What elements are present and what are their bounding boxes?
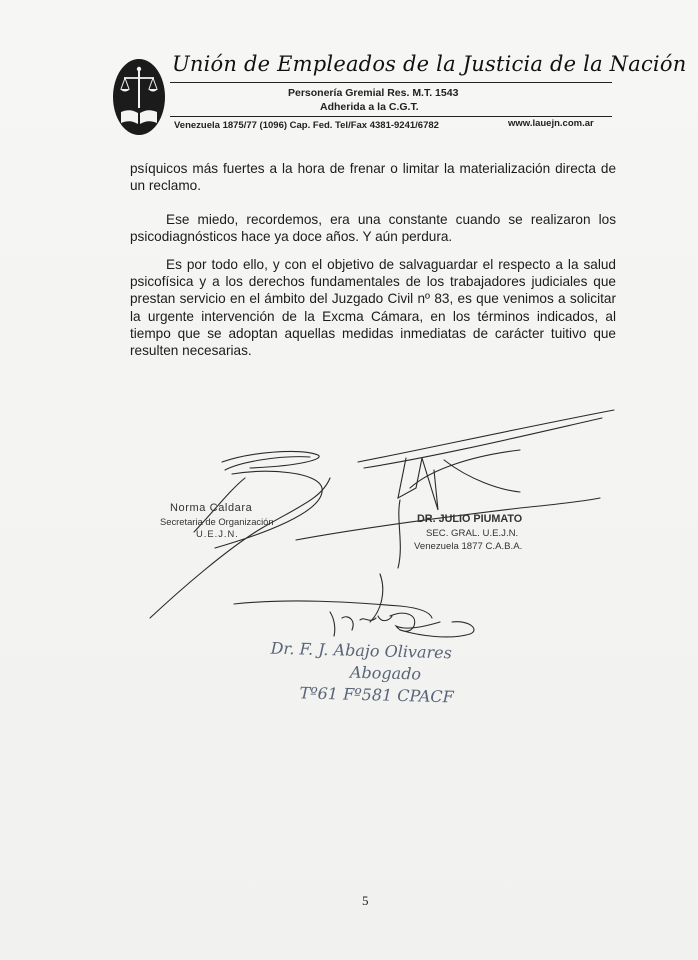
page-number: 5 bbox=[362, 893, 369, 908]
letterhead-bottom-rule bbox=[170, 116, 612, 117]
body-paragraph-1: psíquicos más fuertes a la hora de frenar o limitar la materialización directa de un reclamo. bbox=[130, 161, 616, 194]
signature-caldara bbox=[150, 451, 330, 618]
adherida-line: Adherida a la C.G.T. bbox=[320, 101, 419, 113]
handwritten-attorney-block bbox=[269, 638, 455, 709]
stamp-piumato-role: SEC. GRAL. U.E.J.N. bbox=[426, 528, 519, 539]
handwritten-line-1: Dr. F. J. Abajo Olivares bbox=[270, 638, 453, 663]
handwritten-line-3: Tº61 Fº581 CPACF bbox=[299, 683, 454, 707]
stamp-caldara-role: Secretaria de Organización bbox=[160, 516, 274, 527]
body-paragraph-3: Es por todo ello, y con el objetivo de salvaguardar el respecto a la salud psicofísica y a los derechos fundamentales de los trabajadores judiciales que prestan servicio en el ámbito del Juzgado Civil nº 83, es que venimos a solicitar la urgente intervención de la Excma Cámara, en los términos indicados, al tiempo que se adoptan aquellas medidas inmediatas de carácter tuitivo que resulten necesarias. bbox=[130, 257, 616, 359]
letterhead-website: www.lauejn.com.ar bbox=[508, 118, 594, 129]
letterhead-top-rule bbox=[170, 82, 612, 83]
signature-abajo bbox=[234, 574, 474, 637]
organization-name: Unión de Empleados de la Justicia de la Nación bbox=[172, 52, 687, 76]
stamp-piumato-name: DR. JULIO PIUMATO bbox=[417, 513, 523, 525]
stamp-piumato-address: Venezuela 1877 C.A.B.A. bbox=[414, 541, 523, 552]
letterhead-address: Venezuela 1875/77 (1096) Cap. Fed. Tel/Fax 4381-9241/6782 bbox=[174, 120, 439, 131]
body-paragraph-2: Ese miedo, recordemos, era una constante cuando se realizaron los psicodiagnósticos hace ya doce años. Y aún perdura. bbox=[130, 212, 616, 245]
stamp-caldara-name: Norma Caldara bbox=[170, 502, 253, 514]
scales-book-emblem-icon bbox=[112, 58, 166, 136]
handwritten-line-2: Abogado bbox=[349, 662, 422, 684]
stamp-caldara-org: U.E.J.N. bbox=[196, 528, 239, 539]
personeria-line: Personería Gremial Res. M.T. 1543 bbox=[288, 87, 459, 99]
